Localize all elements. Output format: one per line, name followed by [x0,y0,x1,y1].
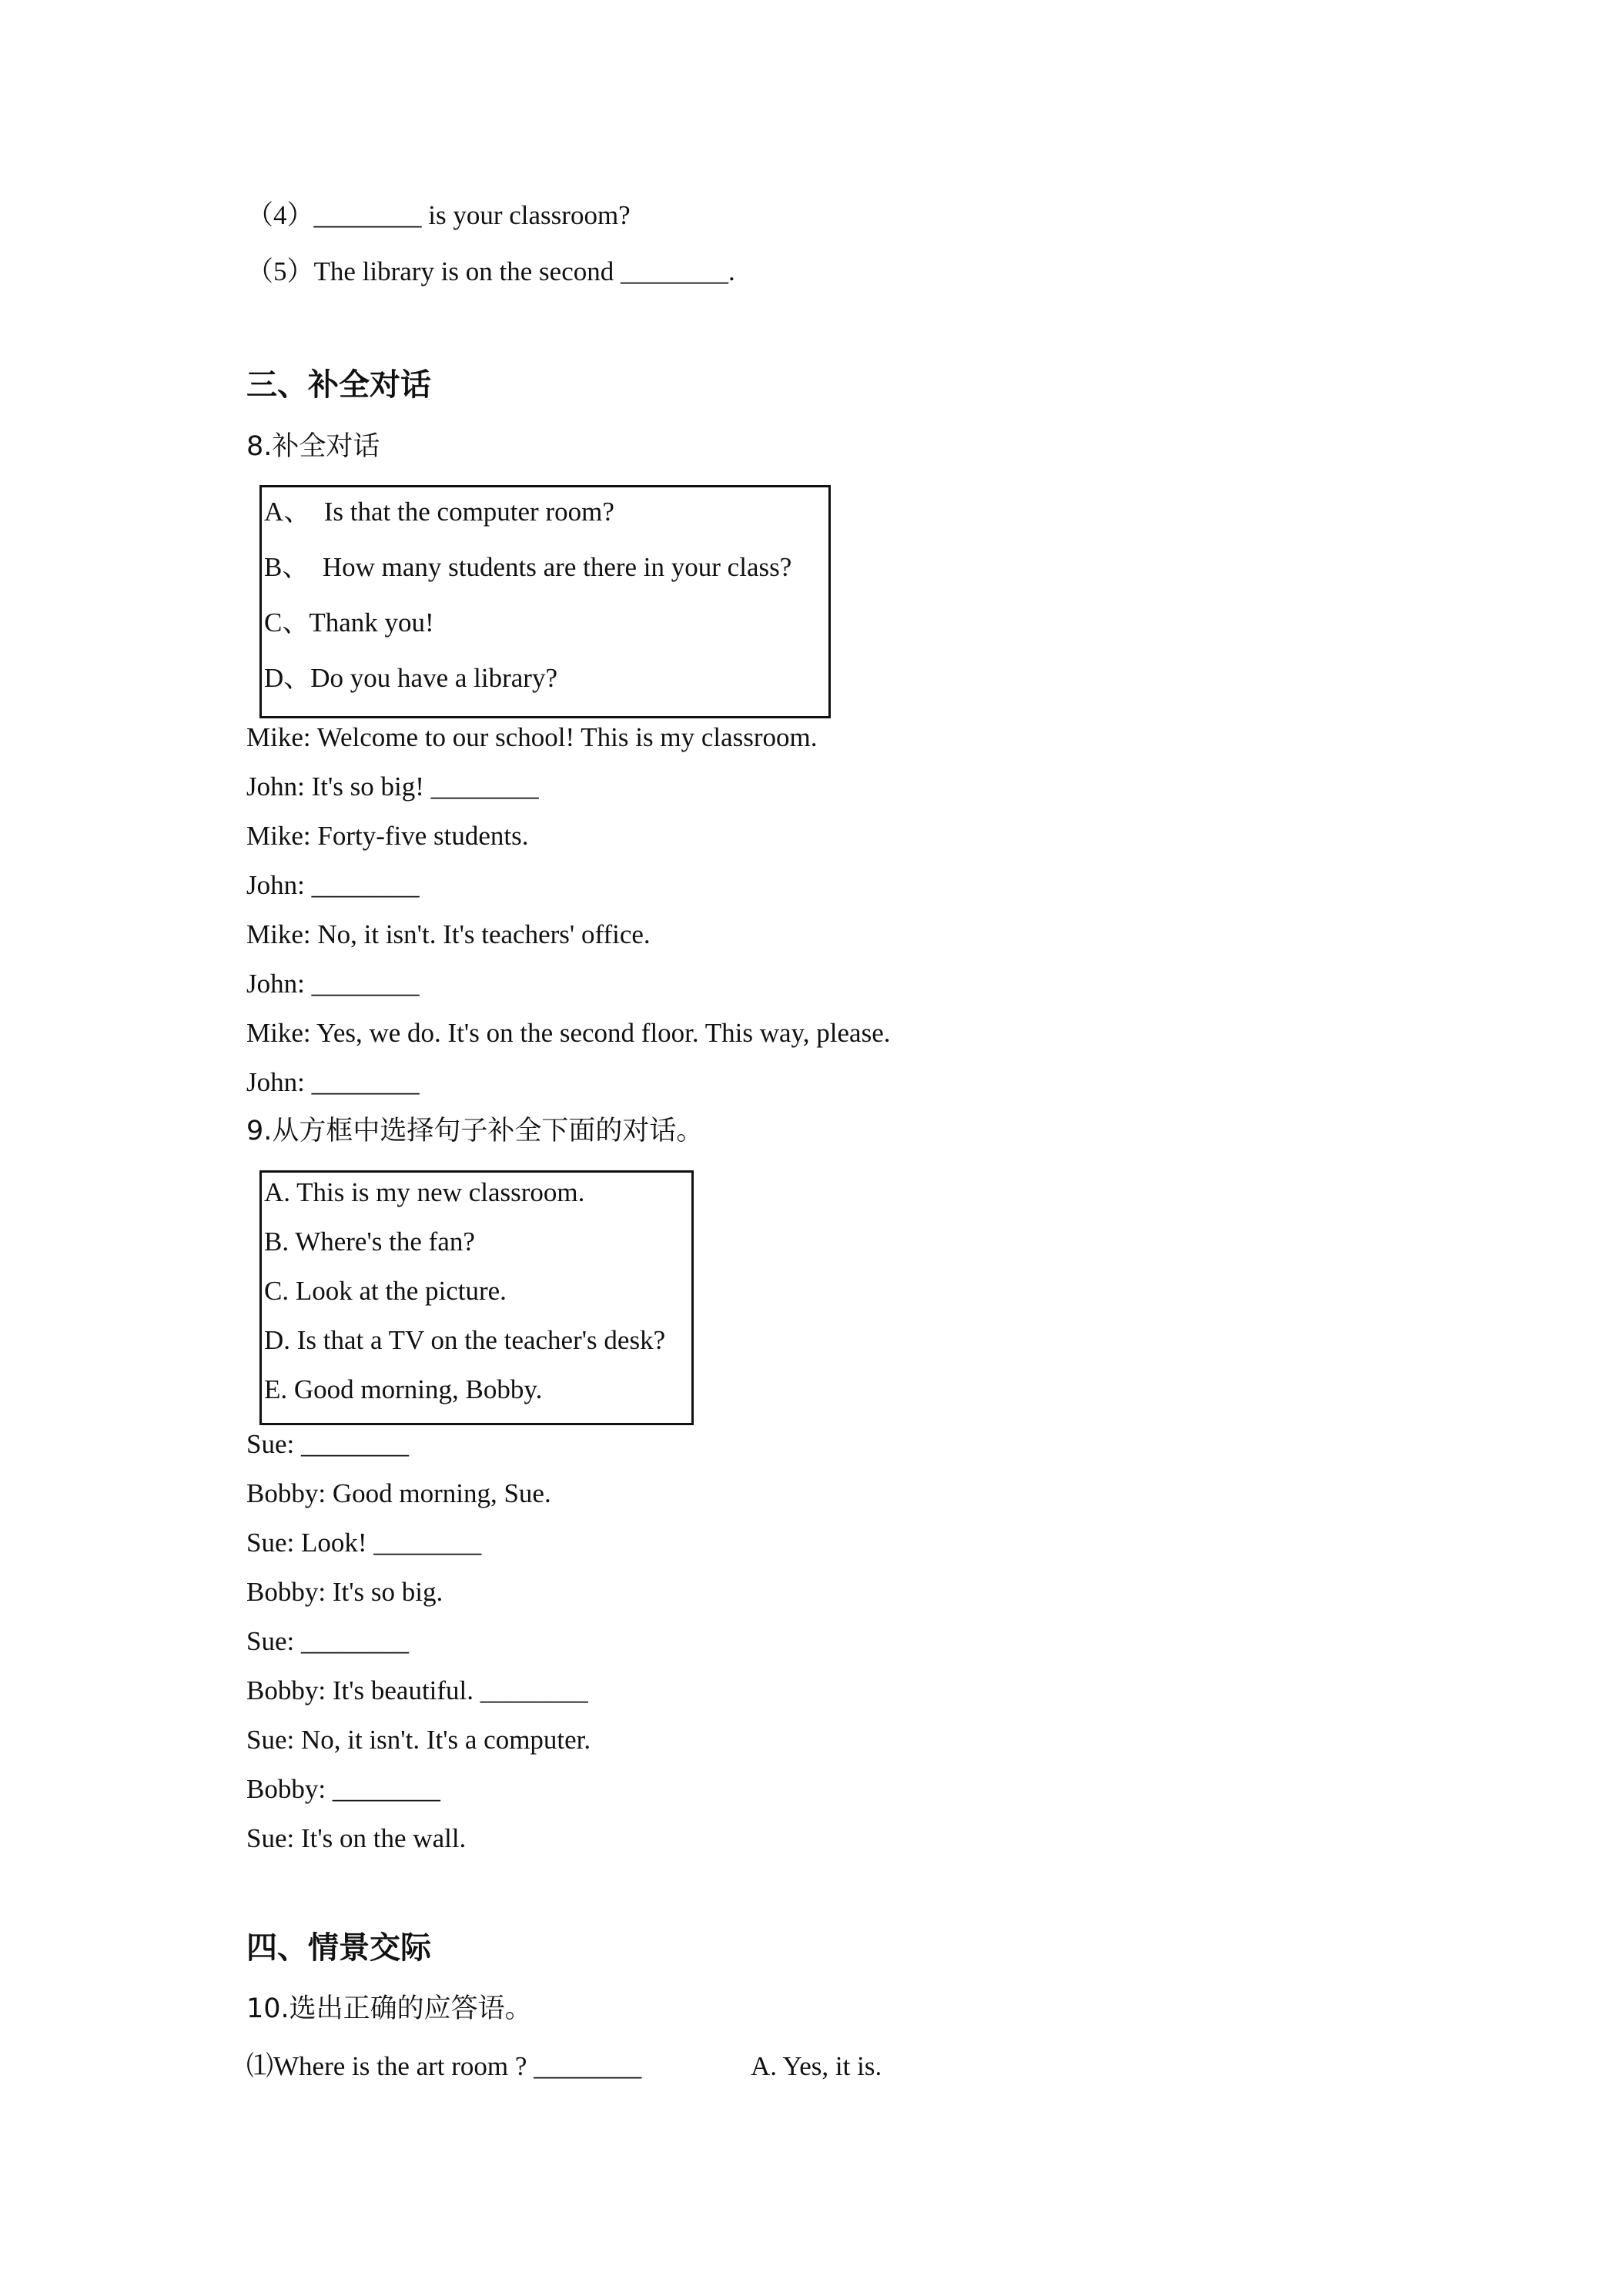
q9-option-a: A. This is my new classroom. [264,1177,585,1207]
q8-option-a: A、 Is that the computer room? [264,497,614,527]
q8-dialogue-line: Mike: Forty-five students. [246,821,529,851]
q9-dialogue-line: Sue: ________ [246,1429,409,1459]
question-9-title: 9.从方框中选择句子补全下面的对话。 [246,1116,704,1146]
q9-option-b: B. Where's the fan? [264,1227,475,1257]
q9-option-e: E. Good morning, Bobby. [264,1374,543,1404]
q9-option-d: D. Is that a TV on the teacher's desk? [264,1325,666,1355]
q8-dialogue-line: Mike: Welcome to our school! This is my classroom. [246,722,818,752]
q8-dialogue-line: John: It's so big! ________ [246,771,539,802]
question-8-option-box [259,485,831,718]
q9-dialogue-line: Bobby: Good morning, Sue. [246,1478,551,1508]
q8-dialogue-line: Mike: Yes, we do. It's on the second floor. This way, please. [246,1018,891,1048]
q8-dialogue-line: Mike: No, it isn't. It's teachers' office. [246,919,651,949]
section-3-heading: 三、补全对话 [246,367,431,403]
q10-item-1: ⑴Where is the art room ? ________ [246,2051,642,2081]
q9-dialogue-line: Sue: It's on the wall. [246,1823,467,1853]
q9-dialogue-line: Bobby: It's beautiful. ________ [246,1675,588,1705]
section-4-heading: 四、情景交际 [246,1930,431,1966]
q9-dialogue-line: Sue: No, it isn't. It's a computer. [246,1725,591,1755]
q8-dialogue-line: John: ________ [246,1067,420,1097]
question-5-line: （5）The library is on the second ________. [246,256,735,286]
q10-answer-a: A. Yes, it is. [751,2051,882,2081]
question-8-title: 8.补全对话 [246,431,380,462]
q9-dialogue-line: Bobby: ________ [246,1774,440,1804]
q9-dialogue-line: Sue: ________ [246,1626,409,1656]
q9-option-c: C. Look at the picture. [264,1276,507,1306]
question-4-line: （4）________ is your classroom? [246,200,631,230]
question-9-option-box [259,1170,694,1425]
q8-option-c: C、Thank you! [264,607,434,638]
q8-option-b: B、 How many students are there in your class? [264,552,792,582]
q8-option-d: D、Do you have a library? [264,663,557,693]
q8-dialogue-line: John: ________ [246,969,420,999]
question-10-title: 10.选出正确的应答语。 [246,1993,532,2024]
q9-dialogue-line: Sue: Look! ________ [246,1528,482,1558]
q8-dialogue-line: John: ________ [246,870,420,900]
q9-dialogue-line: Bobby: It's so big. [246,1577,443,1607]
